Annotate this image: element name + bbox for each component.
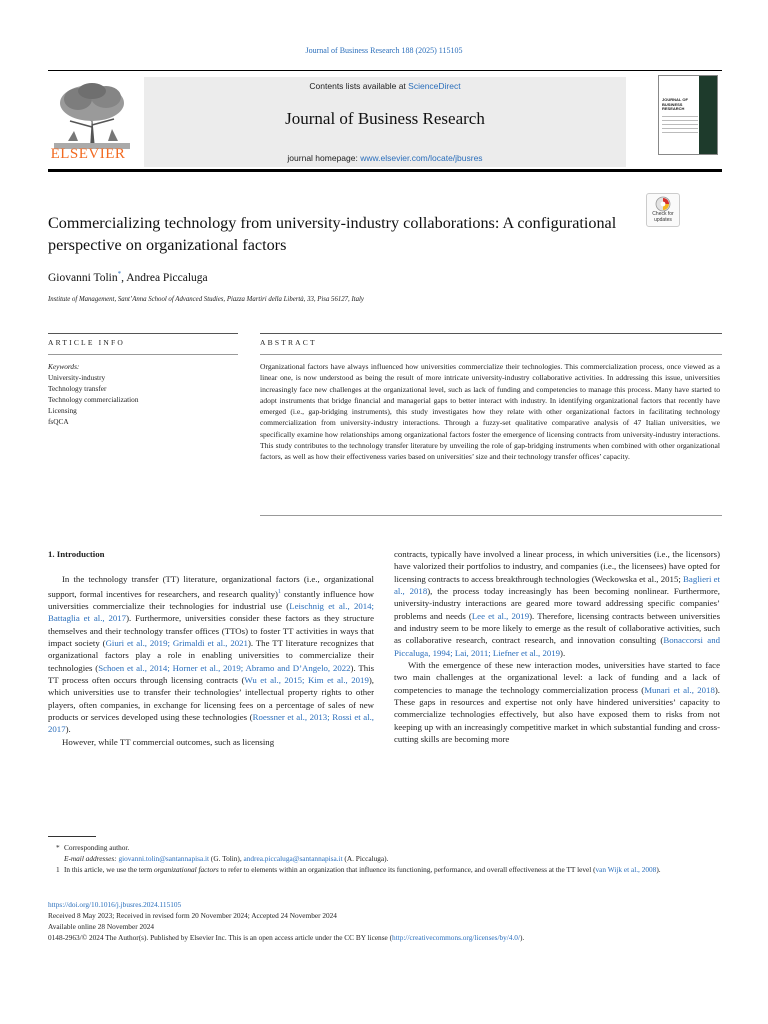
cover-lines (662, 116, 698, 136)
keyword: University-industry (48, 373, 106, 382)
email-label: E-mail addresses: (64, 854, 117, 863)
footnote-divider (48, 836, 96, 837)
text-run: ). Furthermore, universities consider these factors as they structure themselves and their technology transfer offices (TTOs) to foster TT activities in ways that impact society ( (48, 613, 374, 648)
contents-prefix: Contents lists available at (309, 81, 409, 91)
text-run: ). (520, 933, 525, 942)
paragraph (394, 548, 720, 659)
journal-homepage-link[interactable]: www.elsevier.com/locate/jbusres (360, 153, 483, 163)
divider (260, 354, 722, 355)
abstract-heading: ABSTRACT (260, 338, 317, 347)
doi-link[interactable]: https://doi.org/10.1016/j.jbusres.2024.115105 (48, 900, 182, 909)
text-run: ), the process today increasingly has been becoming nonlinear. Furthermore, university-industry interactions are geared more toward addressing specific companies’ problems and needs ( (394, 586, 720, 621)
affiliation: Institute of Management, Sant’Anna School of Advanced Studies, Piazza Martiri della Libertà, 33, Pisa 56127, Italy (48, 296, 364, 303)
text-run: Corresponding author. (64, 843, 130, 852)
section-heading: 1. Introduction (48, 549, 105, 559)
citation-link[interactable]: Schoen et al., 2014; Horner et al., 2019; Abramo and D’Angelo, 2022 (98, 662, 351, 673)
text-run: ). Therefore, licensing contracts between universities and industry seem to be more likely to emerge as the result of collaborative activities, such as collaborative research, contract research, and innovation consulting ( (394, 610, 720, 646)
citation-link[interactable]: Leischnig et al., 2014; Battaglia et al., 2017 (48, 600, 374, 624)
text-run: ). This TT process often occurs through licensing contracts ( (48, 662, 374, 686)
paragraph (394, 659, 720, 745)
body-column-left (48, 548, 374, 748)
footnote-ref[interactable]: 1 (277, 588, 281, 595)
paragraph: However, while TT commercial outcomes, such as licensing (62, 736, 275, 747)
text-run: 0148-2963/© 2024 The Author(s). Published by Elsevier Inc. This is an open access article under the CC BY license ( (48, 933, 393, 942)
text-run: ). The TT literature recognizes that organizational factors play a role in enabling universities to commercialize their technologies ( (48, 637, 374, 673)
publisher-wordmark: ELSEVIER (50, 146, 126, 162)
check-updates-label: Check for updates (652, 211, 674, 223)
cover-title: JOURNAL OF BUSINESS RESEARCH (662, 97, 688, 111)
text-run: to refer to elements within an organization that influence its functioning, performance, and overall effectiveness at the TT level ( (218, 865, 596, 874)
text-run: ). (656, 865, 661, 874)
footnote-mark: 1 (56, 865, 60, 874)
masthead-banner (144, 77, 626, 167)
text-run: (A. Piccaluga). (342, 854, 389, 863)
author-separator: , (121, 271, 127, 284)
citation-link[interactable]: Baglieri et al., 2018 (394, 573, 720, 597)
text-run: ), which universities use to transfer their technologies’ intellectual property rights to other players, often companies, in exchange for licensing fees on a percentage of sales of new products or services developed using these technologies ( (48, 675, 374, 723)
keyword: fsQCA (48, 417, 69, 426)
homepage-prefix: journal homepage: (287, 153, 361, 163)
keywords-block (48, 361, 238, 427)
available-online: Available online 28 November 2024 (48, 922, 155, 931)
keywords-label: Keywords: (48, 362, 80, 371)
journal-masthead (48, 70, 722, 172)
copyright-line (48, 932, 738, 943)
journal-cover-thumbnail[interactable] (658, 75, 718, 155)
keyword: Licensing (48, 406, 77, 415)
email-note (48, 853, 722, 864)
citation-header[interactable]: Journal of Business Research 188 (2025) 115105 (305, 46, 463, 55)
email-link[interactable]: andrea.piccaluga@santannapisa.it (243, 854, 343, 863)
citation-link[interactable]: Bonaccorsi and Piccaluga, 1994; Lai, 2011; Liefner et al., 2019 (394, 635, 720, 658)
elsevier-logo[interactable] (48, 77, 138, 169)
divider (48, 333, 238, 334)
cover-strip (699, 76, 717, 154)
corresponding-author-note (48, 842, 722, 853)
author-name[interactable]: Andrea Piccaluga (126, 271, 208, 284)
citation-link[interactable]: Munari et al., 2018 (644, 684, 715, 695)
text-run: ). (65, 724, 71, 735)
author-list (48, 270, 208, 284)
divider (48, 354, 238, 355)
footnotes (48, 842, 722, 875)
email-link[interactable]: giovanni.tolin@santannapisa.it (118, 854, 210, 863)
keyword: Technology transfer (48, 384, 107, 393)
text-run: constantly influence how universities commercialize their technologies for industrial use ( (48, 588, 374, 611)
text-run: contracts, typically have involved a linear process, in which universities (i.e., the licensors) have valorized their portfolios to industry, and companies (i.e., the licensees) have opted for licensing contracts to access breakthrough technologies (Weckowska et al., 2015; (394, 549, 720, 584)
text-run: In the technology transfer (TT) literature, organizational factors (i.e., organizational support, formal incentives for researchers, and research quality) (48, 574, 374, 599)
citation-link[interactable]: Giuri et al., 2019; Grimaldi et al., 2021 (105, 637, 248, 648)
footnote (48, 864, 722, 875)
text-run: In this article, we use the term (64, 865, 154, 874)
publication-info (48, 899, 738, 943)
citation-link[interactable]: Roessner et al., 2013; Rossi et al., 2017 (48, 712, 374, 735)
paragraph (48, 573, 374, 735)
license-link[interactable]: http://creativecommons.org/licenses/by/4.0/ (392, 933, 520, 942)
journal-name: Journal of Business Research (285, 109, 485, 128)
sciencedirect-link[interactable]: ScienceDirect (408, 81, 461, 91)
article-info-heading: ARTICLE INFO (48, 338, 125, 347)
citation-link[interactable]: van Wijk et al., 2008 (595, 865, 657, 874)
author-name[interactable]: Giovanni Tolin (48, 271, 118, 284)
contents-line (144, 81, 626, 91)
check-updates-icon (655, 196, 671, 212)
divider (260, 515, 722, 516)
text-run: ). (560, 647, 566, 658)
citation-link[interactable]: Lee et al., 2019 (471, 610, 530, 621)
article-title: Commercializing technology from university-industry collaborations: A configurational perspective on organizational factors (48, 214, 617, 254)
received-dates: Received 8 May 2023; Received in revised form 20 November 2024; Accepted 24 November 2024 (48, 911, 337, 920)
divider (260, 333, 722, 334)
check-for-updates-badge[interactable] (646, 193, 680, 227)
body-column-right (394, 548, 720, 746)
text-run: ). These gaps in resources and expertise not only have hindered universities’ capacity to commercialize technologies effectively, but also have exposed them to risks from not keeping up with an increasingly competitive market in which substantial funding and cross-cutting skills are becoming more (394, 684, 720, 745)
text-run: With the emergence of these new interaction modes, universities have started to face two main challenges at the organizational level: a lack of funding and a lack of competencies to manage the technology commercialization process ( (394, 660, 720, 695)
homepage-line (144, 153, 626, 163)
keyword: Technology commercialization (48, 395, 139, 404)
elsevier-tree-icon (54, 81, 130, 149)
corresponding-author-mark[interactable]: * (117, 270, 122, 278)
citation-link[interactable]: Wu et al., 2015; Kim et al., 2019 (244, 675, 369, 686)
footnote-mark: * (56, 843, 60, 852)
abstract-text: Organizational factors have always influenced how universities commercialize their technologies. This commercialization process, once viewed as a linear one, is now understood as being the result of more intricate university-industry collaborative activities. In addressing this issue, universities increasingly face new challenges at the organizational level, such as lack of funding and competencies to manage this process. Many have started to adopt instruments that bridge financial and managerial gaps to better interact with industry. In identifying organizational factors that recently have emerged (i.e., gap-bridging instruments), this study investigates how they relate with other organizational factors in facilitating technology commercialization from university-industry interactions. Through a fuzzy-set qualitative comparative analysis of 47 Italian universities, we specifically examine how relationships among organizational factors foster the emergence of licensing contracts from university-industry interactions. This study contributes to the technology transfer literature by unveiling the role of gap-bridging instruments when combined with other organizational factors, as well as how their effectiveness varies based on universities’ size and their technology transfer offices’ capacity. (260, 362, 720, 462)
text-run: (G. Tolin), (209, 854, 244, 863)
text-run: organizational factors (153, 865, 219, 874)
